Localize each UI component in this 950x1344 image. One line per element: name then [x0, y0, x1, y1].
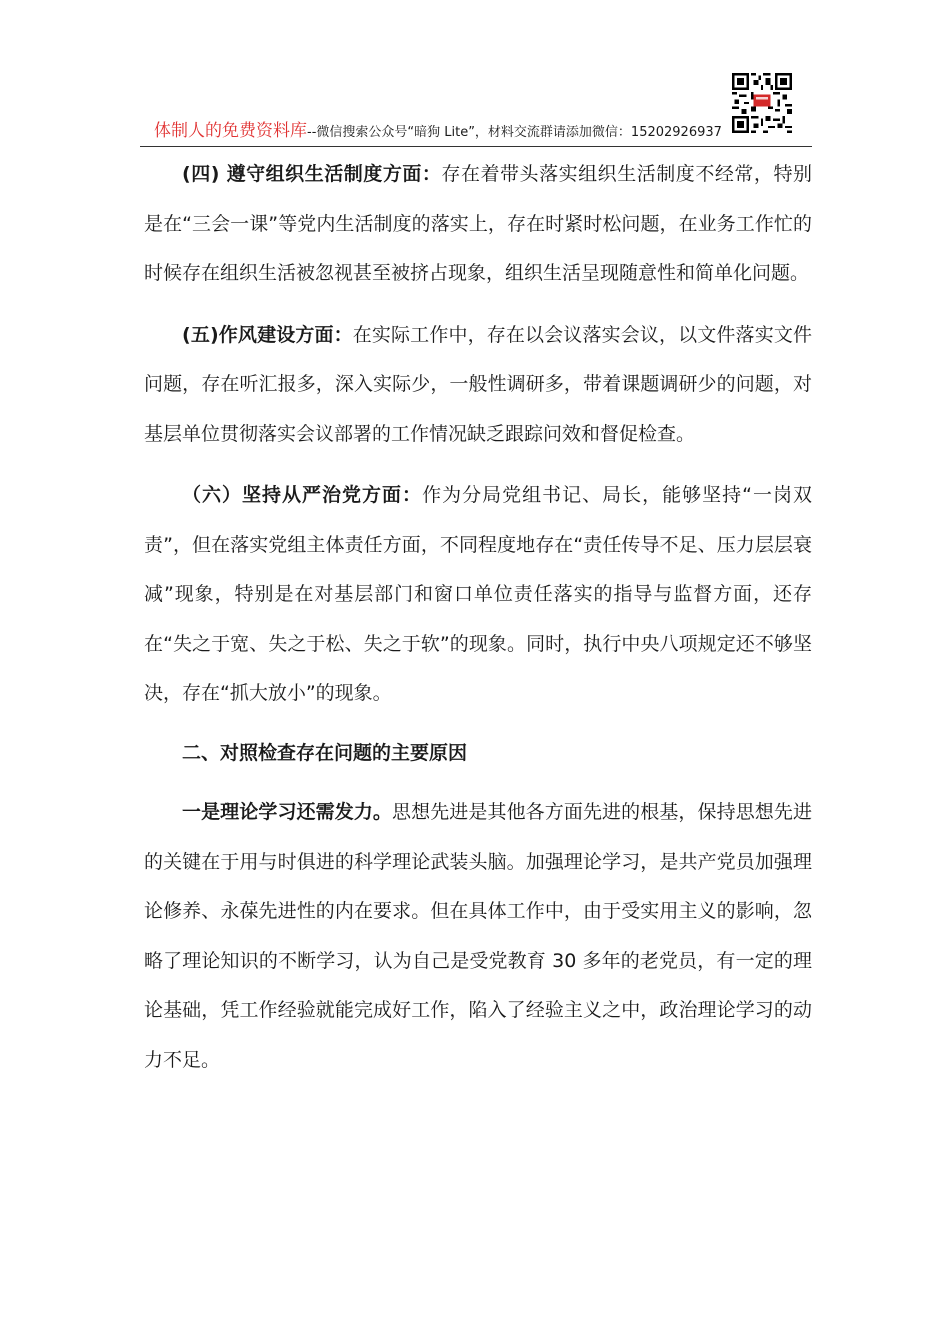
page-header [140, 70, 812, 147]
paragraph-lead: 一是理论学习还需发力。 [182, 801, 393, 823]
paragraph-theory-study [144, 788, 812, 1085]
section-heading: 二、对照检查存在问题的主要原因 [182, 741, 468, 764]
qr-code-icon [732, 72, 792, 134]
paragraph-lead: （六）坚持从严治党方面： [182, 484, 423, 506]
paragraph-text: 作为分局党组书记、局长，能够坚持“一岗双责”，但在落实党组主体责任方面，不同程度地存在“责任传导不足、压力层层衰减”现象，特别是在对基层部门和窗口单位责任落实的指导与监督方面，还存在“失之于宽、失之于松、失之于软”的现象。同时，执行中央八项规定还不够坚决，存在“抓大放小”的现象。 [144, 484, 812, 704]
paragraph-organizational-life [144, 150, 812, 299]
paragraph-text: 在实际工作中，存在以会议落实会议，以文件落实文件问题，存在听汇报多，深入实际少，一般性调研多，带着课题调研少的问题，对基层单位贯彻落实会议部署的工作情况缺乏跟踪问效和督促检查。 [144, 323, 812, 445]
paragraph-work-style [144, 311, 812, 460]
paragraph-lead: (五)作风建设方面： [182, 323, 353, 346]
site-description: --微信搜索公众号“暗狗 Lite”，材料交流群请添加微信：15202926937 [307, 125, 722, 140]
paragraph-lead: (四) 遵守组织生活制度方面： [182, 163, 442, 185]
paragraph-text: 思想先进是其他各方面先进的根基，保持思想先进的关键在于用与时俱进的科学理论武装头脑。加强理论学习，是共产党员加强理论修养、永葆先进性的内在要求。但在具体工作中，由于受实用主义的影响，忽略了理论知识的不断学习，认为自己是受党教育 30 多年的老党员，有一定的理论基础，凭工作经验就能完成好工作，陷入了经验主义之中，政治理论学习的动力不足。 [144, 801, 812, 1071]
header-text [154, 116, 722, 141]
document-body [144, 150, 812, 1085]
site-name: 体制人的免费资料库 [154, 121, 307, 141]
paragraph-party-governance [144, 471, 812, 719]
paragraph-text: 存在着带头落实组织生活制度不经常，特别是在“三会一课”等党内生活制度的落实上，存在时紧时松问题，在业务工作忙的时候存在组织生活被忽视甚至被挤占现象，组织生活呈现随意性和简单化问题。 [144, 163, 812, 284]
